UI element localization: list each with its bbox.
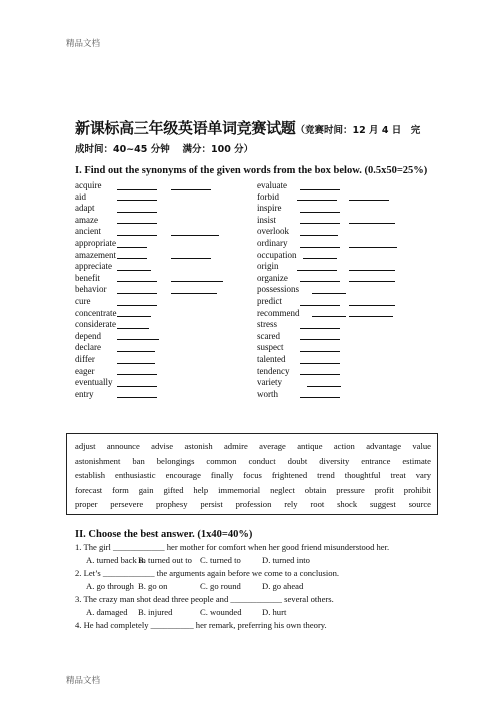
word-row <box>75 238 255 250</box>
word-bank-box <box>66 433 438 515</box>
word-row <box>75 180 255 192</box>
given-word: depend <box>75 330 101 341</box>
answer-blank[interactable] <box>300 305 340 306</box>
given-word: scared <box>257 330 280 341</box>
answer-blank[interactable] <box>300 351 340 352</box>
word-row <box>75 284 255 296</box>
answer-blank[interactable] <box>171 293 217 294</box>
answer-blank[interactable] <box>117 212 157 213</box>
answer-blank[interactable] <box>117 339 159 340</box>
answer-blank[interactable] <box>117 293 157 294</box>
given-word: insist <box>257 214 277 225</box>
given-word: amazement <box>75 249 116 260</box>
word-row <box>75 215 255 227</box>
given-word: behavior <box>75 284 107 295</box>
answer-blank[interactable] <box>300 328 340 329</box>
answer-blank[interactable] <box>300 189 340 190</box>
answer-option[interactable]: D. turned into <box>262 555 310 565</box>
answer-blank[interactable] <box>312 293 346 294</box>
word-row <box>257 354 437 366</box>
given-word: origin <box>257 261 279 272</box>
word-row <box>257 203 437 215</box>
answer-blank[interactable] <box>300 339 340 340</box>
given-word: ancient <box>75 226 101 237</box>
answer-option[interactable]: D. go ahead <box>262 581 304 591</box>
given-word: declare <box>75 342 101 353</box>
answer-option[interactable]: A. turned back to <box>86 555 146 565</box>
answer-option[interactable]: A. go through <box>86 581 134 591</box>
word-row <box>75 273 255 285</box>
word-row <box>75 296 255 308</box>
word-row <box>257 377 437 389</box>
word-row <box>257 238 437 250</box>
answer-blank[interactable] <box>349 223 395 224</box>
answer-blank[interactable] <box>171 235 219 236</box>
answer-blank[interactable] <box>349 305 395 306</box>
word-bank-line: proper persevere prophesy persist profession rely root shock suggest source <box>75 499 431 509</box>
given-word: adapt <box>75 203 95 214</box>
given-word: variety <box>257 377 282 388</box>
left-word-column <box>75 180 255 400</box>
given-word: tendency <box>257 365 290 376</box>
answer-option[interactable]: C. wounded <box>200 607 242 617</box>
answer-blank[interactable] <box>117 397 157 398</box>
given-word: suspect <box>257 342 284 353</box>
given-word: differ <box>75 353 95 364</box>
page-header: 精品文档 <box>66 39 101 49</box>
given-word: concentrate <box>75 307 117 318</box>
word-bank-line: forecast form gain gifted help immemorial neglect obtain pressure profit prohibit <box>75 484 431 495</box>
answer-blank[interactable] <box>300 363 340 364</box>
given-word: considerate <box>75 319 116 330</box>
answer-blank[interactable] <box>117 189 157 190</box>
given-word: evaluate <box>257 180 287 190</box>
answer-blank[interactable] <box>117 374 157 375</box>
answer-option[interactable]: C. turned to <box>200 555 241 565</box>
answer-option[interactable]: B. go on <box>138 581 168 591</box>
word-row <box>75 354 255 366</box>
word-bank-line: astonishment ban belongings common conduct doubt diversity entrance estimate <box>75 455 431 466</box>
answer-blank[interactable] <box>300 212 340 213</box>
word-row <box>75 226 255 238</box>
answer-blank[interactable] <box>117 281 157 282</box>
word-row <box>75 203 255 215</box>
word-bank-line: establish enthusiastic encourage finally focus frightened trend thoughtful treat vary <box>75 470 431 480</box>
title-sub-2: 成时间：40~45 分钟 满分：100 分） <box>75 144 254 155</box>
word-row <box>75 192 255 204</box>
section2-heading: II. Choose the best answer. (1x40=40%) <box>75 529 253 540</box>
word-row <box>75 308 255 320</box>
title-sub-1: （竞赛时间：12 月 4 日 完 <box>295 125 421 136</box>
answer-option[interactable]: B. turned out to <box>138 555 192 565</box>
word-row <box>75 377 255 389</box>
word-row <box>257 331 437 343</box>
word-bank-text <box>75 439 431 512</box>
given-word: stress <box>257 319 277 330</box>
answer-blank[interactable] <box>171 189 211 190</box>
answer-blank[interactable] <box>300 397 340 398</box>
answer-blank[interactable] <box>349 316 393 317</box>
given-word: appropriate <box>75 237 116 248</box>
answer-option[interactable]: A. damaged <box>86 607 128 617</box>
answer-option[interactable]: C. go round <box>200 581 241 591</box>
answer-blank[interactable] <box>297 200 337 201</box>
word-row <box>257 273 437 285</box>
answer-blank[interactable] <box>117 386 157 387</box>
word-row <box>257 180 437 192</box>
answer-blank[interactable] <box>300 374 340 375</box>
given-word: cure <box>75 295 91 306</box>
given-word: organize <box>257 272 288 283</box>
given-word: acquire <box>75 180 102 190</box>
given-word: appreciate <box>75 261 112 272</box>
word-row <box>257 215 437 227</box>
answer-blank[interactable] <box>171 281 223 282</box>
title-main: 新课标高三年级英语单词竞赛试题 <box>75 119 296 137</box>
answer-blank[interactable] <box>171 258 211 259</box>
given-word: worth <box>257 388 278 399</box>
given-word: predict <box>257 295 282 306</box>
answer-blank[interactable] <box>117 223 157 224</box>
word-row <box>257 192 437 204</box>
answer-blank[interactable] <box>117 270 151 271</box>
word-row <box>257 389 437 401</box>
word-row <box>257 226 437 238</box>
given-word: entry <box>75 388 94 399</box>
answer-blank[interactable] <box>117 258 147 259</box>
word-row <box>257 284 437 296</box>
question-stem: 3. The crazy man shot dead three people and ____________ several others. <box>75 594 334 604</box>
answer-blank[interactable] <box>117 351 155 352</box>
word-row <box>75 389 255 401</box>
answer-blank[interactable] <box>300 223 340 224</box>
question-stem: 4. He had completely __________ her remark, preferring his own theory. <box>75 620 327 630</box>
word-row <box>75 250 255 262</box>
given-word: benefit <box>75 272 100 283</box>
answer-blank[interactable] <box>349 281 395 282</box>
word-row <box>75 342 255 354</box>
word-bank-line: adjust announce advise astonish admire average antique action advantage value <box>75 441 431 451</box>
answer-blank[interactable] <box>312 316 346 317</box>
section1-heading: I. Find out the synonyms of the given words from the box below. (0.5x50=25%) <box>75 165 428 176</box>
answer-blank[interactable] <box>300 247 340 248</box>
given-word: eventually <box>75 377 113 388</box>
word-row <box>75 319 255 331</box>
answer-blank[interactable] <box>297 270 337 271</box>
given-word: inspire <box>257 203 282 214</box>
right-word-column <box>257 180 437 400</box>
answer-blank[interactable] <box>117 305 157 306</box>
word-row <box>75 366 255 378</box>
word-row <box>257 296 437 308</box>
question-stem: 1. The girl ____________ her mother for comfort when her good friend misunderstood her. <box>75 542 390 552</box>
question-stem: 2. Let’s ____________ the arguments again before we come to a conclusion. <box>75 568 340 578</box>
answer-blank[interactable] <box>303 258 337 259</box>
answer-blank[interactable] <box>117 363 155 364</box>
word-row <box>257 250 437 262</box>
exam-title <box>75 120 435 158</box>
given-word: aid <box>75 191 86 202</box>
answer-blank[interactable] <box>349 270 395 271</box>
answer-blank[interactable] <box>349 200 389 201</box>
answer-blank[interactable] <box>117 316 151 317</box>
answer-blank[interactable] <box>117 235 157 236</box>
answer-blank[interactable] <box>117 247 147 248</box>
answer-blank[interactable] <box>307 386 341 387</box>
given-word: talented <box>257 353 286 364</box>
answer-option[interactable]: B. injured <box>138 607 173 617</box>
word-row <box>257 342 437 354</box>
word-row <box>257 308 437 320</box>
answer-blank[interactable] <box>300 235 338 236</box>
word-row <box>257 319 437 331</box>
word-row <box>75 331 255 343</box>
word-row <box>257 261 437 273</box>
answer-blank[interactable] <box>117 200 157 201</box>
given-word: possessions <box>257 284 300 295</box>
answer-blank[interactable] <box>349 247 397 248</box>
given-word: ordinary <box>257 237 288 248</box>
given-word: forbid <box>257 191 279 202</box>
word-row <box>75 261 255 273</box>
answer-blank[interactable] <box>117 328 149 329</box>
given-word: amaze <box>75 214 98 225</box>
answer-blank[interactable] <box>300 281 340 282</box>
given-word: overlook <box>257 226 289 237</box>
given-word: eager <box>75 365 95 376</box>
word-row <box>257 366 437 378</box>
given-word: recommend <box>257 307 300 318</box>
given-word: occupation <box>257 249 297 260</box>
page-footer: 精品文档 <box>66 676 101 686</box>
answer-option[interactable]: D. hurt <box>262 607 287 617</box>
